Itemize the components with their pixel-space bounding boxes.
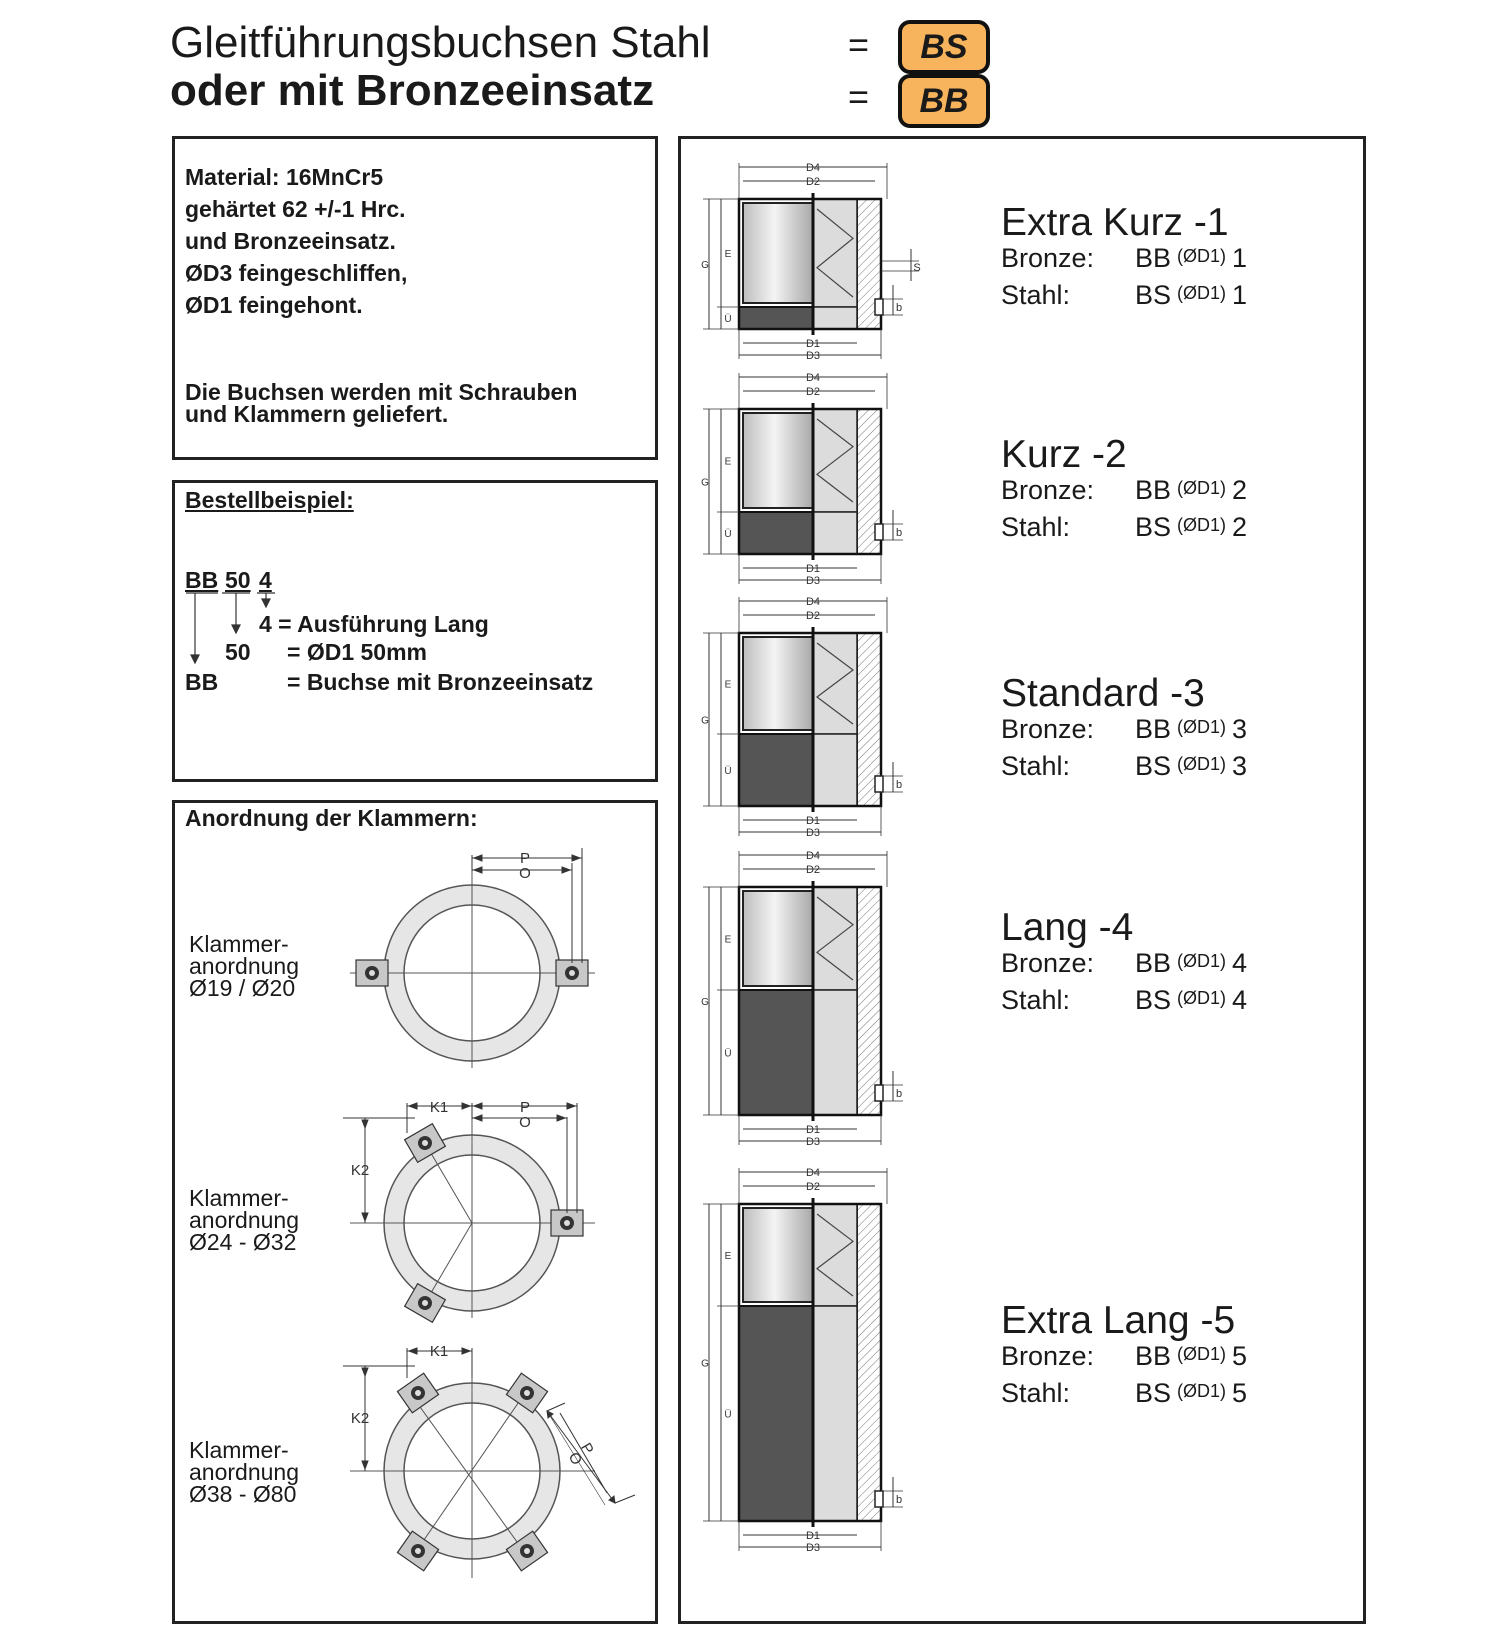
d1-label: (ØD1) (1177, 478, 1227, 498)
bushing-drawing-2 (703, 373, 903, 584)
dim-label-g: G (701, 260, 709, 271)
variant-name: Kurz -2 (1001, 433, 1127, 476)
variants-box (678, 136, 1366, 1624)
dim-label-s: S (913, 262, 921, 274)
steel-label: Stahl: (1001, 751, 1071, 781)
dim-label-b: b (895, 302, 903, 314)
variant-steel-row (1001, 1378, 1247, 1409)
dim-label-d3: D3 (805, 1136, 821, 1148)
d1-label: (ØD1) (1177, 515, 1227, 535)
clamp-label-line: anordnung (189, 953, 299, 979)
d1-label: (ØD1) (1177, 717, 1227, 737)
variant-number: 5 (1232, 1341, 1248, 1371)
clamp-title: Anordnung der Klammern: (185, 805, 478, 831)
dim-label-o: O (564, 1449, 586, 1469)
delivery-line: Die Buchsen werden mit Schrauben (185, 379, 578, 405)
dim-label-d2: D2 (805, 1181, 821, 1193)
dim-label-d1: D1 (805, 338, 821, 350)
steel-label: Stahl: (1001, 1378, 1071, 1408)
clamp-label-line: Ø24 - Ø32 (189, 1229, 297, 1255)
clamp-label-line: Klammer- (189, 931, 289, 957)
badge-bs: BS (898, 20, 990, 74)
d1-label: (ØD1) (1177, 1381, 1227, 1401)
dim-label-b: b (895, 1494, 903, 1506)
equals-sign: = (848, 24, 870, 65)
dim-label-d1: D1 (805, 1530, 821, 1542)
delivery-line: und Klammern geliefert. (185, 401, 449, 427)
dim-label-d4: D4 (805, 372, 821, 384)
dim-label-d4: D4 (805, 162, 821, 174)
order-example-box (172, 480, 658, 782)
clamp-label-1 (189, 933, 299, 999)
dim-label-k2: K2 (350, 1162, 370, 1179)
clamp-label-2 (189, 1187, 299, 1253)
dim-label-b: b (895, 1088, 903, 1100)
dim-label-d1: D1 (805, 1124, 821, 1136)
dim-label-b: b (895, 779, 903, 791)
order-line-type: = Buchse mit Bronzeeinsatz (287, 669, 594, 695)
d1-label: (ØD1) (1177, 283, 1227, 303)
dim-label-d3: D3 (805, 827, 821, 839)
d1-label: (ØD1) (1177, 754, 1227, 774)
dim-label-d2: D2 (805, 610, 821, 622)
variant-steel-row (1001, 985, 1247, 1016)
clamp-label-line: anordnung (189, 1459, 299, 1485)
variant-number: 1 (1232, 280, 1248, 310)
dim-label-g: G (701, 1358, 709, 1370)
order-line-code: BB (185, 669, 219, 695)
dim-label-o: O (519, 865, 531, 882)
bushing-drawing-3 (703, 597, 903, 836)
variant-name: Extra Lang -5 (1001, 1299, 1236, 1342)
bushing-drawing-5 (703, 1168, 903, 1551)
dim-label-k1: K1 (429, 1343, 449, 1360)
clamp-diagram-1 (350, 848, 595, 1068)
steel-code: BS (1135, 280, 1172, 310)
dim-label-e: E (724, 1251, 732, 1262)
dim-label-d3: D3 (805, 575, 821, 587)
dim-label-k1: K1 (429, 1099, 449, 1116)
dim-label-u: Ü (724, 1048, 732, 1060)
material-line: ØD1 feingehont. (185, 292, 363, 318)
dim-label-d3: D3 (805, 350, 821, 362)
steel-label: Stahl: (1001, 512, 1071, 542)
equals-sign: = (848, 76, 870, 117)
bronze-code: BB (1135, 1341, 1172, 1371)
variant-number: 1 (1232, 243, 1248, 273)
dim-label-d4: D4 (805, 1167, 821, 1179)
steel-label: Stahl: (1001, 280, 1071, 310)
dim-label-p: P (519, 1099, 531, 1116)
clamp-label-3 (189, 1439, 299, 1505)
steel-label: Stahl: (1001, 985, 1071, 1015)
dim-label-g: G (701, 477, 709, 489)
clamp-diagram-3 (343, 1343, 635, 1578)
dim-label-e: E (724, 934, 732, 946)
material-line: und Bronzeeinsatz. (185, 228, 396, 254)
dim-label-d1: D1 (805, 815, 821, 827)
bushing-drawing-4 (703, 851, 903, 1145)
dim-label-e: E (724, 456, 732, 468)
variant-steel-row (1001, 280, 1247, 311)
page-title: Gleitführungsbuchsen Stahl (170, 18, 711, 67)
delivery-note (185, 381, 577, 425)
clamp-label-line: Ø38 - Ø80 (189, 1481, 297, 1507)
d1-label: (ØD1) (1177, 988, 1227, 1008)
variant-bronze-row (1001, 475, 1247, 506)
order-line-variant: 4 = Ausführung Lang (259, 611, 489, 637)
clamp-diagram-2 (343, 1099, 595, 1322)
variant-bronze-row (1001, 714, 1247, 745)
variant-number: 2 (1232, 475, 1248, 505)
bronze-label: Bronze: (1001, 714, 1095, 744)
variant-name: Extra Kurz -1 (1001, 201, 1229, 244)
variant-number: 4 (1232, 948, 1248, 978)
bronze-label: Bronze: (1001, 1341, 1095, 1371)
page-subtitle: oder mit Bronzeeinsatz (170, 66, 655, 115)
bronze-label: Bronze: (1001, 475, 1095, 505)
bronze-label: Bronze: (1001, 948, 1095, 978)
variant-bronze-row (1001, 1341, 1247, 1372)
bronze-code: BB (1135, 948, 1172, 978)
variant-steel-row (1001, 512, 1247, 543)
dim-label-d4: D4 (805, 596, 821, 608)
material-box (172, 136, 658, 460)
clamp-label-line: Ø19 / Ø20 (189, 975, 296, 1001)
dim-label-k2: K2 (350, 1410, 370, 1427)
dim-label-u: Ü (724, 314, 732, 325)
dim-label-d4: D4 (805, 850, 821, 862)
variant-bronze-row (1001, 948, 1247, 979)
dim-label-g: G (701, 997, 709, 1008)
dim-label-p: P (519, 850, 531, 867)
variant-number: 2 (1232, 512, 1248, 542)
order-code-part: BB (185, 567, 219, 593)
dim-label-p: P (577, 1440, 597, 1458)
dim-label-g: G (701, 715, 709, 727)
variant-name: Lang -4 (1001, 906, 1134, 949)
clamp-label-line: Klammer- (189, 1437, 289, 1463)
dim-label-d1: D1 (805, 563, 821, 575)
order-line-diameter: = ØD1 50mm (287, 639, 427, 665)
bronze-code: BB (1135, 243, 1172, 273)
dim-label-o: O (519, 1114, 531, 1131)
dim-label-b: b (895, 527, 903, 539)
dim-label-e: E (724, 679, 732, 691)
variant-number: 3 (1232, 751, 1248, 781)
dim-label-d2: D2 (805, 386, 821, 398)
material-line: ØD3 feingeschliffen, (185, 260, 408, 286)
material-line: gehärtet 62 +/-1 Hrc. (185, 196, 406, 222)
d1-label: (ØD1) (1177, 246, 1227, 266)
dim-label-u: Ü (724, 766, 732, 777)
d1-label: (ØD1) (1177, 1344, 1227, 1364)
variant-number: 5 (1232, 1378, 1248, 1408)
variant-number: 3 (1232, 714, 1248, 744)
clamp-label-line: Klammer- (189, 1185, 289, 1211)
steel-code: BS (1135, 985, 1172, 1015)
order-example-title: Bestellbeispiel: (185, 487, 354, 513)
dim-label-d3: D3 (805, 1542, 821, 1554)
badge-bb: BB (898, 74, 990, 128)
order-code-part: 4 (259, 567, 272, 593)
order-code-part: 50 (225, 567, 251, 593)
dim-label-u: Ü (724, 529, 732, 540)
bushing-drawing-1 (703, 163, 919, 359)
variant-name: Standard -3 (1001, 672, 1205, 715)
d1-label: (ØD1) (1177, 951, 1227, 971)
steel-code: BS (1135, 512, 1172, 542)
bronze-label: Bronze: (1001, 243, 1095, 273)
material-text (185, 161, 407, 321)
variant-number: 4 (1232, 985, 1248, 1015)
clamp-arrangement-box (172, 800, 658, 1624)
bronze-code: BB (1135, 475, 1172, 505)
variant-bronze-row (1001, 243, 1247, 274)
dim-label-u: Ü (724, 1409, 732, 1421)
material-line: Material: 16MnCr5 (185, 164, 384, 190)
bronze-code: BB (1135, 714, 1172, 744)
steel-code: BS (1135, 1378, 1172, 1408)
variant-steel-row (1001, 751, 1247, 782)
steel-code: BS (1135, 751, 1172, 781)
dim-label-d2: D2 (805, 864, 821, 876)
dim-label-d2: D2 (805, 176, 821, 188)
clamp-label-line: anordnung (189, 1207, 299, 1233)
dim-label-e: E (724, 249, 732, 260)
order-line-code: 50 (225, 639, 251, 665)
